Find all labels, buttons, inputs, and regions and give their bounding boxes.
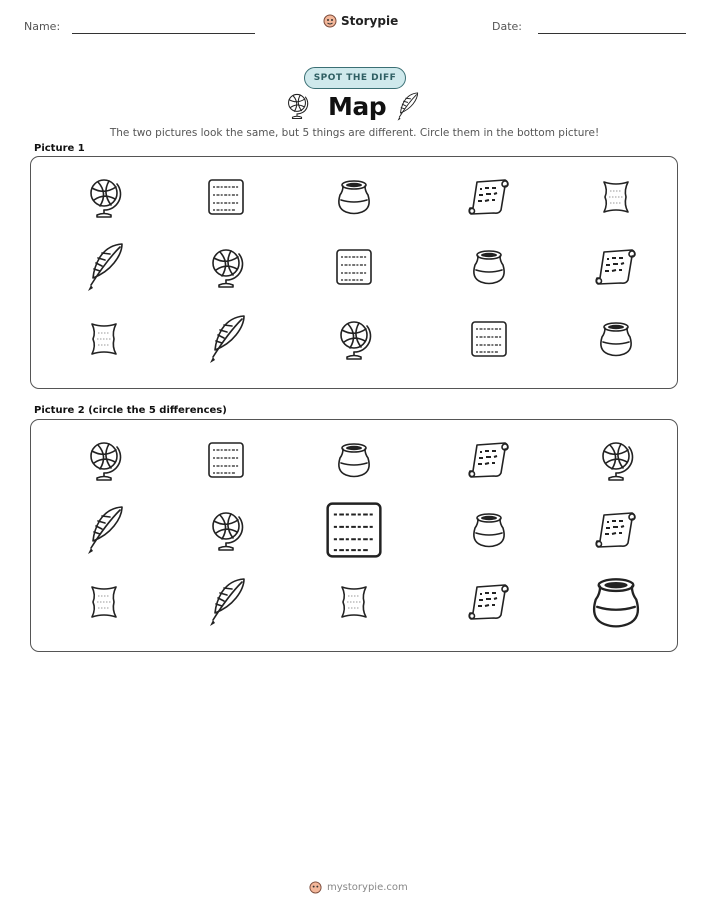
scroll-icon <box>594 248 638 286</box>
tablet-icon[interactable] <box>206 440 246 480</box>
page-title: Map <box>328 92 387 121</box>
scroll-icon[interactable] <box>467 441 511 479</box>
pot-icon <box>469 248 509 286</box>
quill-icon[interactable] <box>82 504 126 556</box>
globe-icon <box>284 91 310 125</box>
globe-icon <box>84 175 124 219</box>
globe-icon <box>206 245 246 289</box>
date-field-line[interactable] <box>538 33 686 34</box>
picture-1-panel <box>30 156 678 389</box>
date-label: Date: <box>492 20 522 33</box>
parchment-icon <box>86 319 122 359</box>
tablet-icon <box>469 319 509 359</box>
spot-the-diff-badge: SPOT THE DIFF <box>304 67 406 89</box>
storypie-icon <box>309 881 322 894</box>
pot-icon[interactable] <box>587 575 645 630</box>
instructions: The two pictures look the same, but 5 things are different. Circle them in the bottom picture! <box>109 127 600 139</box>
globe-icon[interactable] <box>84 438 124 482</box>
picture-2-label: Picture 2 (circle the 5 differences) <box>34 405 227 416</box>
pot-icon <box>596 320 636 358</box>
pot-icon <box>334 178 374 216</box>
scroll-icon[interactable] <box>467 583 511 621</box>
footer-url: mystorypie.com <box>327 882 408 893</box>
pot-icon[interactable] <box>334 441 374 479</box>
scroll-icon[interactable] <box>594 511 638 549</box>
brand-logo <box>323 14 398 28</box>
globe-icon <box>334 317 374 361</box>
quill-icon <box>82 241 126 293</box>
tablet-icon <box>334 247 374 287</box>
storypie-icon <box>323 14 337 28</box>
name-field-line[interactable] <box>72 33 255 34</box>
parchment-icon[interactable] <box>336 582 372 622</box>
tablet-icon <box>206 177 246 217</box>
footer <box>309 881 408 894</box>
tablet-icon[interactable] <box>323 499 385 561</box>
name-label: Name: <box>24 20 61 33</box>
quill-icon[interactable] <box>204 576 248 628</box>
pot-icon[interactable] <box>469 511 509 549</box>
picture-1-label: Picture 1 <box>34 143 85 154</box>
parchment-icon[interactable] <box>86 582 122 622</box>
scroll-icon <box>467 178 511 216</box>
quill-icon <box>394 91 420 127</box>
quill-icon <box>204 313 248 365</box>
picture-2-panel[interactable] <box>30 419 678 652</box>
globe-icon[interactable] <box>206 508 246 552</box>
parchment-icon <box>598 177 634 217</box>
brand-name: Storypie <box>341 14 399 28</box>
globe-icon[interactable] <box>596 438 636 482</box>
